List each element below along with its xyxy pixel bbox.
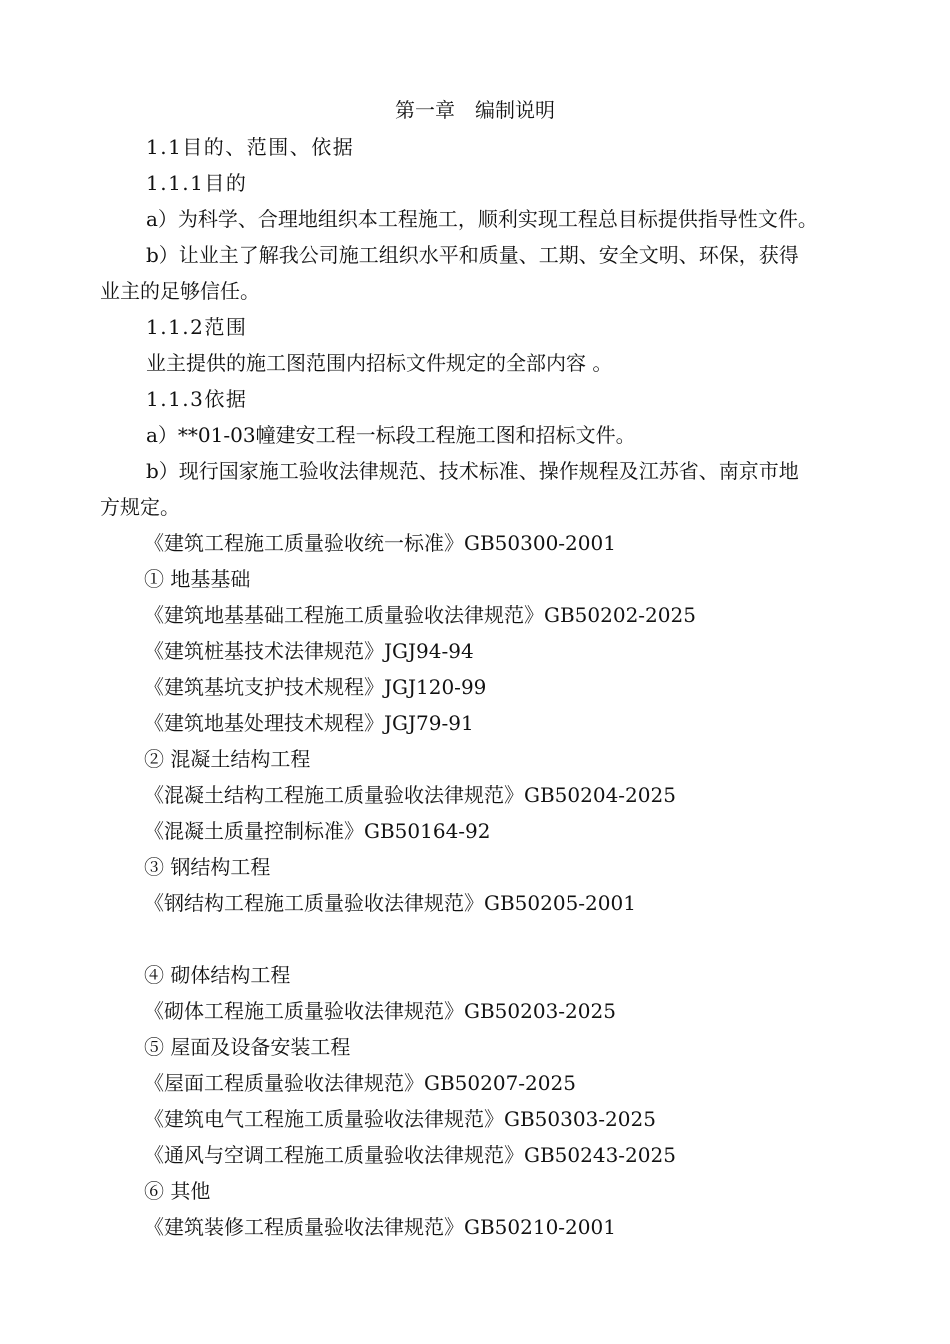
paragraph-line: b）现行国家施工验收法律规范、技术标准、操作规程及江苏省、南京市地 [146,459,799,483]
standard-item: 《屋面工程质量验收法律规范》GB50207-2025 [144,1071,576,1095]
subsection-heading: 1.1.3依据 [146,387,248,411]
subsection-heading: 1.1.2范围 [146,315,248,339]
category-heading: ⑤ 屋面及设备安装工程 [144,1035,351,1059]
paragraph-line: 方规定。 [100,495,180,519]
standard-item: 《钢结构工程施工质量验收法律规范》GB50205-2001 [144,891,636,915]
category-heading: ⑥ 其他 [144,1179,211,1203]
section-heading: 1.1目的、范围、依据 [146,135,355,159]
paragraph-line: a）**01-03幢建安工程一标段工程施工图和招标文件。 [146,423,636,447]
standard-item: 《建筑装修工程质量验收法律规范》GB50210-2001 [144,1215,616,1239]
chapter-title: 第一章 编制说明 [395,98,555,122]
standard-item: 《混凝土结构工程施工质量验收法律规范》GB50204-2025 [144,783,676,807]
standard-item: 《砌体工程施工质量验收法律规范》GB50203-2025 [144,999,616,1023]
standard-item: 《建筑基坑支护技术规程》JGJ120-99 [144,675,487,699]
category-heading: ① 地基基础 [144,567,251,591]
standard-item: 《混凝土质量控制标准》GB50164-92 [144,819,491,843]
standard-item: 《建筑桩基技术法律规范》JGJ94-94 [144,639,474,663]
standard-item: 《通风与空调工程施工质量验收法律规范》GB50243-2025 [144,1143,676,1167]
category-heading: ② 混凝土结构工程 [144,747,311,771]
category-heading: ③ 钢结构工程 [144,855,271,879]
paragraph-line: a）为科学、合理地组织本工程施工，顺利实现工程总目标提供指导性文件。 [146,207,818,231]
standard-item: 《建筑地基处理技术规程》JGJ79-91 [144,711,474,735]
category-heading: ④ 砌体结构工程 [144,963,291,987]
standard-item: 《建筑工程施工质量验收统一标准》GB50300-2001 [144,531,616,555]
standard-item: 《建筑地基基础工程施工质量验收法律规范》GB50202-2025 [144,603,696,627]
paragraph-line: b）让业主了解我公司施工组织水平和质量、工期、安全文明、环保，获得 [146,243,799,267]
paragraph-line: 业主的足够信任。 [100,279,260,303]
subsection-heading: 1.1.1目的 [146,171,248,195]
paragraph-line: 业主提供的施工图范围内招标文件规定的全部内容 。 [146,351,613,375]
standard-item: 《建筑电气工程施工质量验收法律规范》GB50303-2025 [144,1107,656,1131]
